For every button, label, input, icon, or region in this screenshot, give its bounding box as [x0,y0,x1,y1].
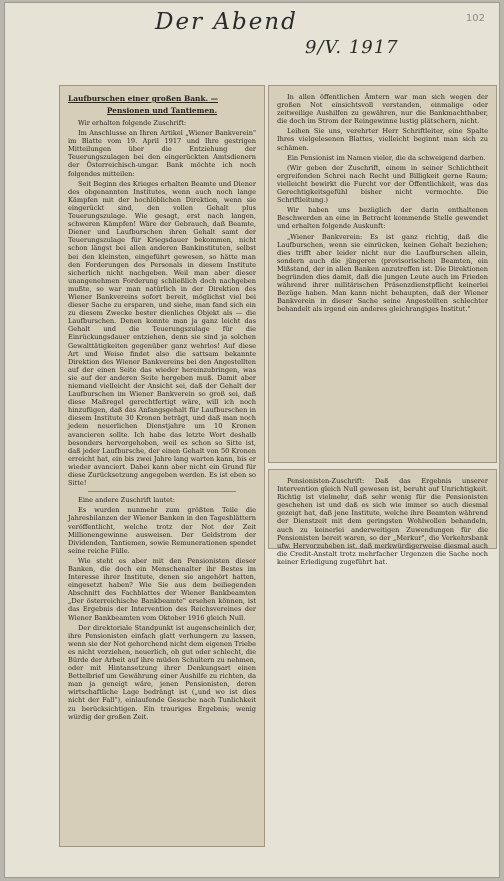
clipping-right-top [268,85,497,463]
paragraph: Der direktoriale Standpunkt ist augenscheinlich der, ihre Pensionisten einfach glatt verhungern zu lassen, wenn sie der Not gehorchend nicht dem eigenen Triebe es nicht vorziehen, neuerlich, ob gut oder schlecht, die Bürde der Arbeit auf ihre müden Schultern zu nehmen, oder mit Hintansetzung ihrer Denkungsart einen Bettelbrief um Gewährung einer Aushilfe zu richten, da man ja geneigt wäre, jenen Pensionisten, deren wirtschaftliche Lage bedrängt ist („und wo ist dies nicht der Fall"), einlaufende Gesuche nach Tunlichkeit zu berücksichtigen. Ein trauriges Ergebnis; wenig würdig der großen Zeit. [68,623,256,721]
paragraph: Wir erhalten folgende Zuschrift: [78,119,187,127]
paragraph: Ein Pensionist im Namen vieler, die da schweigend darben. [287,153,486,162]
paragraph: Wie steht es aber mit den Pensionisten dieser Banken, die doch ein Menschenalter ihr Bestes im Interesse ihrer Institute, denen sie angehört hatten, eingesetzt haben? Wie Sie aus dem beiliegenden Abschnitt des Fachblattes der Wiener Bankbeamten „Der österreichische Bankbeamte" ersehen können, ist das Ergebnis der Intervention des Reichsvereines der Wiener Bankbeamten vom Oktober 1916 gleich Null. [68,556,256,622]
article-title: Laufburschen einer großen Bank. — [68,94,219,103]
paragraph: In allen öffentlichen Ämtern war man sich wegen der großen Not einsichtsvoll verstanden, einmalige oder zeitweilige Aushilfen zu gewähren, nur die Bankmachthaber, die doch im Strom der Reingewinne lustig plätschern, nicht. [277,93,488,126]
paragraph: (Wir geben der Zuschrift, einem in seiner Schlichtheit ergreifenden Schrei nach Recht und Billigkeit gerne Raum; vielleicht bewirkt die Furcht vor der Öffentlichkeit, was das Gerechtigkeitsgefühl bisher nicht vermochte. Die Schriftleitung.) [277,163,488,205]
clipping-left [59,85,265,847]
paragraph: Eine andere Zuschrift lautet: [78,496,175,505]
paragraph: „Wiener Bankverein: Es ist ganz richtig, daß die Laufburschen, wenn sie einrücken, keinen Gehalt beziehen; dies trifft aber leider nicht nur die Laufburschen allein, sondern auch die jüngeren (provisorischen) Beamten, ein Mißstand, der in allen Banken anzutreffen ist. Die Direktionen begründen dies damit, daß die jungen Leute auch im Frieden während ihrer militärischen Präsenzdienstpflicht keinerlei Bezüge haben. Man kann nicht behaupten, daß der Wiener Bankverein in dieser Sache seine Angestellten schlechter behandelt als irgend ein anderes gleichrangiges Institut." [277,232,488,314]
paragraph: Wir haben uns bezüglich der darin enthaltenen Beschwerden an eine in Betracht kommende Stelle gewendet und erhalten folgende Auskunft: [277,206,488,231]
paragraph: Pensionisten-Zuschrift: Daß das Ergebnis unserer Intervention gleich Null gewesen ist, beruht auf Unrichtigkeit. Richtig ist vielmehr, daß sehr wenig für die Pensionisten geschehen ist und daß es sich wie immer so auch diesmal gezeigt hat, daß jene Institute, welche ihre Beamten während der Dienstzeit mit dem geringsten Wohlwollen behandeln, auch zu keinerlei anderweitigen Zuwendungen für die Pensionisten bereit waren, so der „Merkur", die Verkehrsbank ufw. Hervorzuheben ist, daß merkwürdigerweise diesmal auch die Credit-Anstalt trotz mehrfacher Urgenzen die Sache noch keiner Erledigung zugeführt hat. [277,477,488,566]
paragraph: Seit Beginn des Krieges erhalten Beamte und Diener des obgenannten Institutes, wenn auch noch lange Kämpfen mit der hochlöblichen Direktion, wenn sie eingerückt sind, den vollen Gehalt plus Teuerungszulage. Wie gesagt, erst nach langen, schweren Kämpfen! Wäre der Gebrauch, daß Beamte, Diener und Laufburschen ihren Gehalt samt der Teuerungszulage für Kriegsdauer bekommen, nicht schon längst bei allen anderen Bankinstituten, selbst bei den kleinsten, eingeführt gewesen, so hätte man den Forderungen des Personals in diesem Institute sicherlich nicht nachgeben. Weil man aber dieser unangenehmen Forderung schließlich doch nachgeben mußte, so war man natürlich in der Direktion des Wiener Bankvereins sofort bereit, möglichst viel bei dieser Sache zu ersparen, und siehe, man fand sich ein zu diesem Zwecke bester dienliches Objekt als — die Laufburschen. Denen konnte man ja ganz leicht das Gehalt und die Teuerungszulage für die Einrückungsdauer entziehen, denn sie sind ja solchen Gewalttätigkeiten gegenüber ganz wehrlos! Auf diese Art und Weise findet also die sattsam bekannte Direktion des Wiener Bankvereins bei den Angestellten auf der einen Seite das wieder hereinzubringen, was sie auf der anderen Seite hergeben muß. Damit aber niemand vielleicht der Ansicht sei, daß der Gehalt der Laufburschen im Wiener Bankverein so groß sei, daß diese Maßregel gerechtfertigt wäre, will ich noch hinzufügen, daß das Anfangsgehalt für Laufburschen in diesem Institute 30 Kronen beträgt, und daß man noch jedem neuerlichen Dienstjahre um 10 Kronen avancieren sollte. Ich habe das letzte Wort deshalb besonders hervorgehoben, weil es schon so Sitte ist, daß jeder Laufbursche, der einen Gehalt von 50 Kronen erreicht hat, ein bis zwei Jahre lang warten kann, bis er wieder avanciert. Dabei kann aber nicht ein Grund für diese Zurücksetzung angegeben werden. Es ist eben so Sitte! [68,179,256,488]
handwritten-header [155,9,415,69]
paragraph: Im Anschlusse an Ihren Artikel „Wiener Bankverein" im Blatte vom 19. April 1917 und Ihre gestrigen Mitteilungen über die Entziehung der Teuerungszulagen bei den eingerückten Amtsdienern der Österreichisch-ungar. Bank möchte ich noch folgendes mitteilen: [68,129,256,178]
divider [88,491,236,492]
clipping-right-bottom [268,469,497,566]
newspaper-name: Der Abend [155,9,298,35]
paragraph: Leihen Sie uns, verehrter Herr Schriftleiter, eine Spalte Ihres vielgelesenen Blattes, vielleicht beginnt man sich zu schämen. [277,127,488,152]
publication-date: 9/V. 1917 [305,37,399,58]
paragraph: Es wurden nunmehr zum größten Teile die Jahresbilanzen der Wiener Banken in den Tagesblättern veröffentlicht, welche trotz der Not der Zeit Millionengewinne ausweisen. Der Geldstrom der Dividenden, Tantiemen, sowie Remunerationen spendet seine reiche Fülle. [68,506,256,555]
archive-sheet [4,2,500,878]
page-number: 102 [465,13,485,24]
article-subtitle: Pensionen und Tantiemen. [106,106,218,115]
